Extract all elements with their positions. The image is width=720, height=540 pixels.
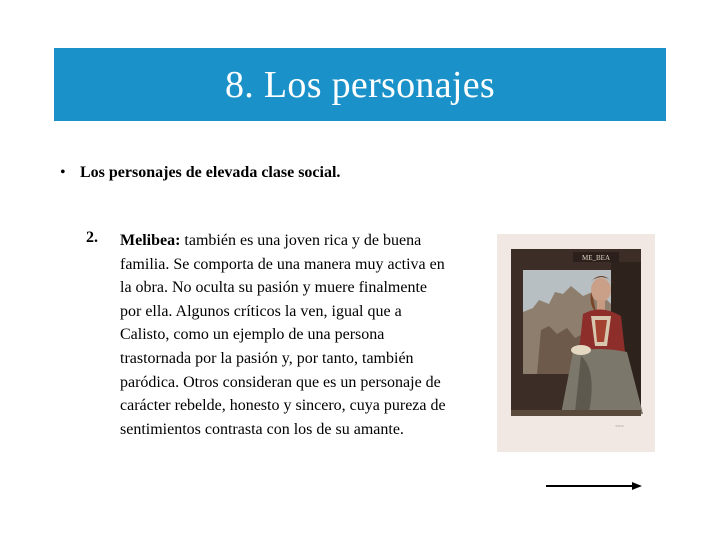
slide-title: 8. Los personajes bbox=[225, 63, 495, 106]
bullet-item bbox=[60, 164, 340, 182]
melibea-illustration bbox=[497, 234, 655, 452]
bullet-icon: • bbox=[60, 164, 66, 181]
melibea-portrait-image bbox=[497, 234, 655, 452]
bullet-text: Los personajes de elevada clase social. bbox=[80, 164, 341, 181]
character-name: Melibea: bbox=[120, 232, 181, 249]
svg-text:~~~: ~~~ bbox=[615, 424, 624, 430]
next-slide-arrow[interactable] bbox=[544, 478, 644, 499]
painting-caption: ME_BEA bbox=[582, 254, 610, 262]
arrow-right-icon[interactable] bbox=[544, 478, 644, 494]
character-text: también es una joven rica y de buena familia. Se comporta de una manera muy activa en la obra. No oculta su pasión y muere finalmente por ella. Algunos críticos la ven, igual que a Calisto, como un ejemplo de una persona trastornada por la pasión y, por tanto, también paródica. Otros consideran que es un personaje de carácter rebelde, honesto y sincero, cuya pureza de sentimientos contrasta con los de su amante. bbox=[120, 232, 446, 438]
title-banner bbox=[54, 48, 666, 121]
item-description bbox=[120, 229, 450, 441]
item-number: 2. bbox=[86, 229, 98, 246]
